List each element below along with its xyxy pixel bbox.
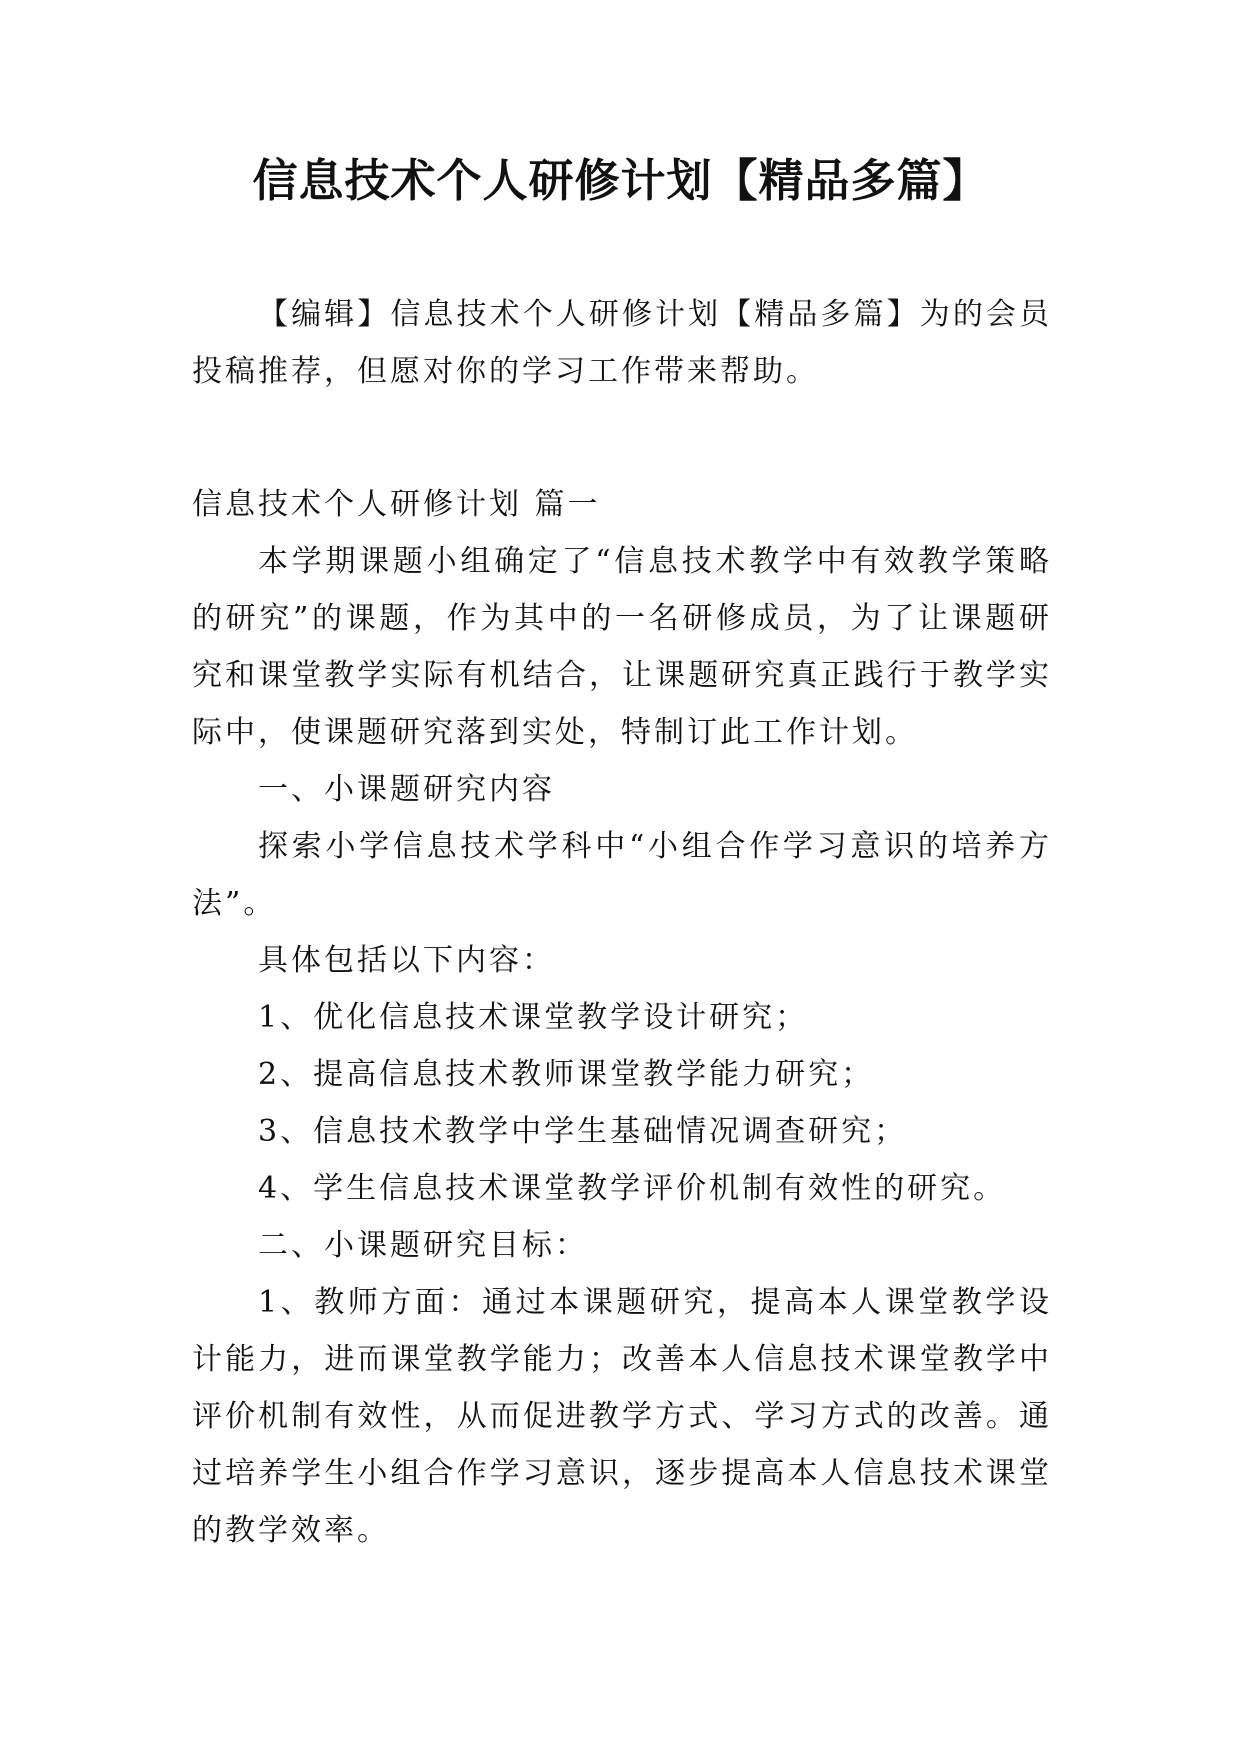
paragraph-gap bbox=[192, 400, 1052, 476]
subheading-research-content: 一、小课题研究内容 bbox=[258, 772, 555, 807]
document-title: 信息技术个人研修计划【精品多篇】 bbox=[252, 154, 989, 207]
intro-paragraph: 【编辑】信息技术个人研修计划【精品多篇】为的会员投稿推荐，但愿对你的学习工作带来帮助。 bbox=[192, 297, 1052, 389]
list-item: 1、优化信息技术课堂教学设计研究； bbox=[258, 1000, 809, 1035]
document-body bbox=[192, 286, 1052, 1559]
body-paragraph: 具体包括以下内容： bbox=[258, 943, 555, 978]
list-item: 2、提高信息技术教师课堂教学能力研究； bbox=[258, 1057, 875, 1092]
body-paragraph: 探索小学信息技术学科中“小组合作学习意识的培养方法”。 bbox=[192, 829, 1052, 921]
body-paragraph: 本学期课题小组确定了“信息技术教学中有效教学策略的研究”的课题，作为其中的一名研修成员，为了让课题研究和课堂教学实际有机结合，让课题研究真正践行于教学实际中，使课题研究落到实处，特制订此工作计划。 bbox=[192, 544, 1052, 750]
section-heading: 信息技术个人研修计划 篇一 bbox=[192, 487, 601, 522]
subheading-research-goals: 二、小课题研究目标： bbox=[258, 1228, 588, 1263]
list-item: 4、学生信息技术课堂教学评价机制有效性的研究。 bbox=[258, 1171, 1007, 1206]
list-item: 3、信息技术教学中学生基础情况调查研究； bbox=[258, 1114, 908, 1149]
body-paragraph: 1、教师方面：通过本课题研究，提高本人课堂教学设计能力，进而课堂教学能力；改善本人信息技术课堂教学中评价机制有效性，从而促进教学方式、学习方式的改善。通过培养学生小组合作学习意识，逐步提高本人信息技术课堂的教学效率。 bbox=[192, 1285, 1052, 1548]
